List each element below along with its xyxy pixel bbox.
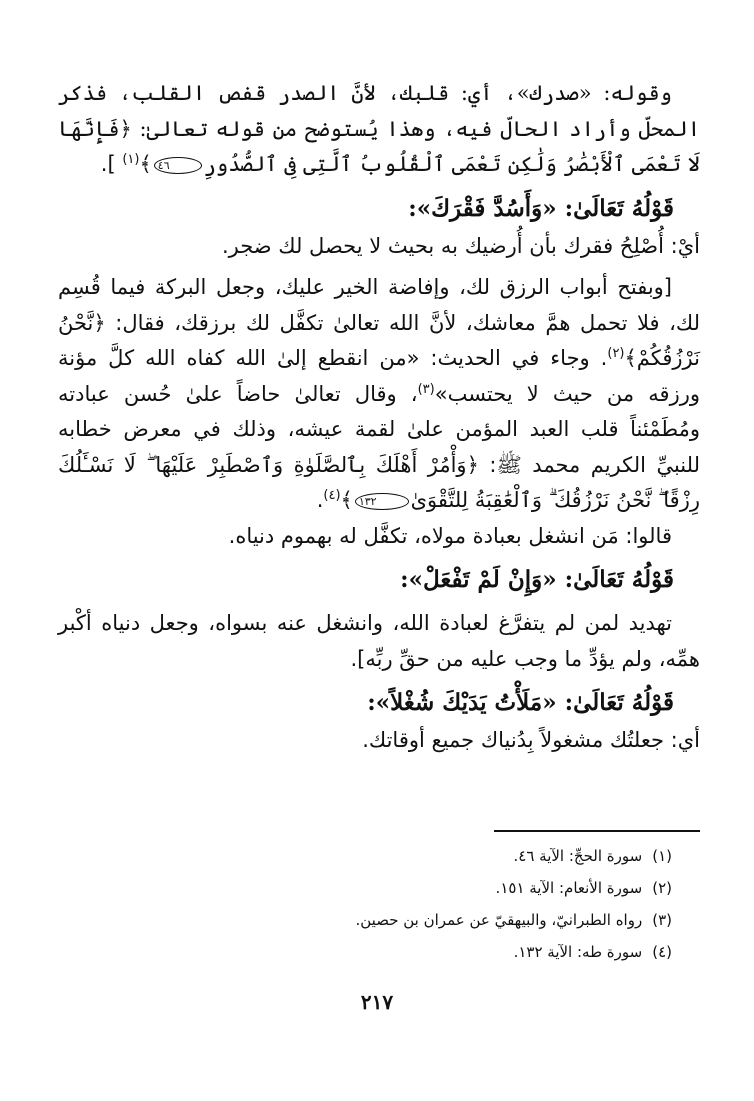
footnote-ref: (٣) bbox=[417, 381, 435, 397]
main-text bbox=[58, 76, 700, 759]
paragraph-rizq bbox=[58, 270, 700, 519]
footnote-text: سورة الحجِّ: الآية ٤٦. bbox=[513, 847, 643, 865]
paragraph-tail: . bbox=[316, 488, 324, 512]
quran-close-bracket: ﴾ bbox=[340, 488, 353, 512]
heading-mala-tu-yadayk: قَوْلُهُ تَعَالَىٰ: «مَلَأْتُ يَدَيْكَ شُغْلاً»: bbox=[367, 689, 674, 716]
footnote-ref: (٤) bbox=[323, 488, 341, 503]
footnote-ref: (١) bbox=[122, 152, 140, 167]
footnotes-list bbox=[355, 840, 672, 968]
paragraph-text: . وجاء في الحديث: «من انقطع إلىٰ الله كفاه الله كلَّ مؤنة ورزقه من حيث لا يحتسب» bbox=[58, 346, 700, 406]
paragraph-sadrak bbox=[58, 76, 700, 183]
paragraph-aslih: أيْ: أُصْلِحُ فقرك بأن أُرضيك به بحيث لا يحصل لك ضجر. bbox=[221, 233, 700, 258]
footnote-item bbox=[355, 872, 672, 904]
paragraph-text: ، وقال تعالىٰ حاضاً علىٰ حُسن عبادته ومُطَمْئناً قلب العبد المؤمن علىٰ لقمة عيشه، وذلك في معرض خطابه للنبيِّ الكريم محمد ﷺ: ﴿وَأْمُرْ أَهْلَكَ بِٱلصَّلَوٰةِ وَٱصْطَبِرْ عَلَيْهَا ۖ لَا نَسْـَٔلُكَ رِزْقًا ۖ نَّحْنُ نَرْزُقُكَ ۗ وَٱلْعَٰقِبَةُ لِلتَّقْوَىٰ bbox=[58, 381, 700, 512]
footnote-number: (٤) bbox=[652, 943, 672, 961]
paragraph-qalu: قالوا: مَن انشغل بعبادة مولاه، تكفَّل له بهموم دنياه. bbox=[228, 523, 672, 548]
paragraph-tail: ]. bbox=[100, 152, 123, 176]
paragraph-tahdid: تهديد لمن لم يتفرَّغ لعبادة الله، وانشغل عنه بسواه، وجعل دنياه أكْبر همِّه، ولم يؤدِّ ما وجب عليه من حقِّ ربِّه]. bbox=[58, 611, 700, 671]
heading-in-lam-taf-al: قَوْلُهُ تَعَالَىٰ: «وَإِنْ لَمْ تَفْعَلْ»: bbox=[400, 566, 674, 593]
footnote-item bbox=[355, 840, 672, 872]
footnote-text: رواه الطبرانيّ، والبيهقيّ عن عمران بن حصين. bbox=[355, 911, 643, 929]
footnote-number: (٢) bbox=[652, 879, 672, 897]
paragraph-text: وقوله: «صدرك»، أي: قلبك، لأنَّ الصدر قفص القلب، فذكر المحلّ وأراد الحالّ فيه، وهذا يُستوضح من قوله تعالىٰ: ﴿فَإِنَّهَا لَا تَعْمَى ٱلْأَبْصَٰرُ وَلَٰكِن تَعْمَى ٱلْقُلُوبُ ٱلَّتِى فِى ٱلصُّدُورِ bbox=[58, 81, 700, 176]
ayah-number-mark: ١٣٢ bbox=[355, 493, 409, 510]
footnote-text: سورة طه: الآية ١٣٢. bbox=[513, 943, 643, 961]
footnote-number: (١) bbox=[652, 847, 672, 865]
footnote-number: (٣) bbox=[652, 911, 672, 929]
paragraph-text: [وبفتح أبواب الرزق لك، وإفاضة الخير عليك، وجعل البركة فيما قُسِم لك، فلا تحمل همَّ معاشك، لأنَّ الله تعالىٰ تكفَّل لك برزقك، فقال: ﴿نَّحْنُ نَرْزُقُكُمْ﴾ bbox=[58, 275, 700, 370]
footnote-item bbox=[355, 904, 672, 936]
quran-close-bracket: ﴾ bbox=[139, 152, 152, 176]
footnote-text: سورة الأنعام: الآية ١٥١. bbox=[495, 879, 643, 897]
footnote-ref: (٢) bbox=[607, 346, 625, 361]
ayah-number-mark: ٤٦ bbox=[154, 157, 202, 174]
heading-asudd-faqrak: قَوْلُهُ تَعَالَىٰ: «وَأَسُدَّ فَقْرَكَ»: bbox=[408, 194, 674, 222]
footnote-item bbox=[355, 936, 672, 968]
footnote-divider bbox=[494, 830, 700, 832]
paragraph-ja-altuk: أي: جعلتُك مشغولاً بِدُنياك جميع أوقاتك. bbox=[362, 728, 700, 752]
page-number: ٢١٧ bbox=[360, 990, 394, 1014]
